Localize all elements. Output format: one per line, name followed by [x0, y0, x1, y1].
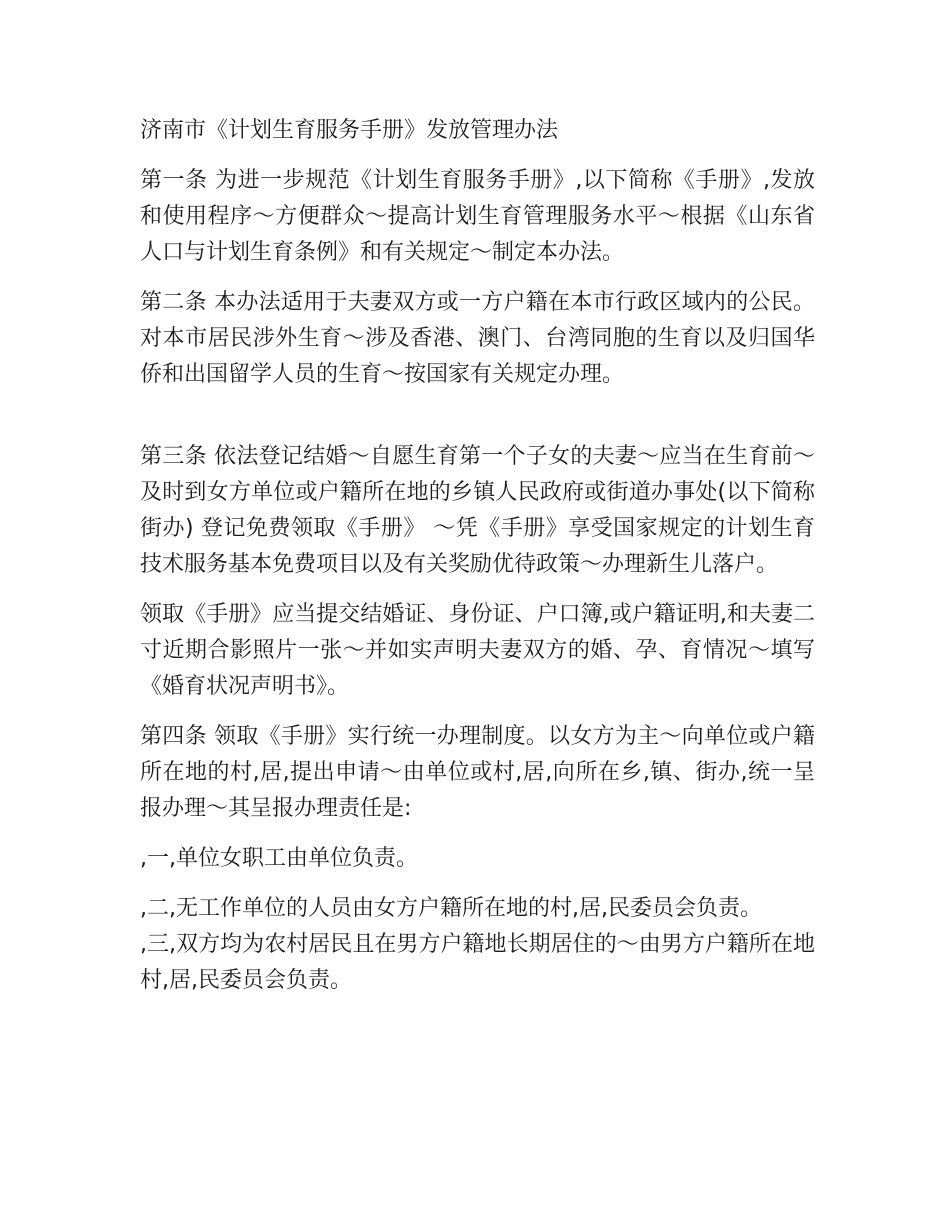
document-page — [140, 113, 815, 1013]
article-2-paragraph: 第二条 本办法适用于夫妻双方或一方户籍在本市行政区域内的公民。对本市居民涉外生育～涉及香港、澳门、台湾同胞的生育以及归国华侨和出国留学人员的生育～按国家有关规定办理。 — [140, 290, 815, 387]
application-materials-paragraph: 领取《手册》应当提交结婚证、身份证、户口簿,或户籍证明,和夫妻二寸近期合影照片一张～并如实声明夫妻双方的婚、孕、育情况～填写《婚育状况声明书》。 — [140, 602, 815, 699]
paragraph-gap — [140, 407, 815, 439]
article-1-paragraph: 第一条 为进一步规范《计划生育服务手册》,以下简称《手册》,发放和使用程序～方便群众～提高计划生育管理服务水平～根据《山东省人口与计划生育条例》和有关规定～制定本办法。 — [140, 168, 815, 265]
article-3-paragraph: 第三条 依法登记结婚～自愿生育第一个子女的夫妻～应当在生育前～及时到女方单位或户籍所在地的乡镇人民政府或街道办事处(以下简称街办) 登记免费领取《手册》 ～凭《手册》享受国家规定的计划生育技术服务基本免费项目以及有关奖励优待政策～办理新生儿落户。 — [140, 444, 815, 577]
article-4-paragraph: 第四条 领取《手册》实行统一办理制度。以女方为主～向单位或户籍所在地的村,居,提出申请～由单位或村,居,向所在乡,镇、街办,统一呈报办理～其呈报办理责任是: — [140, 724, 815, 821]
document-title: 济南市《计划生育服务手册》发放管理办法 — [140, 118, 559, 143]
list-item-1: ,一,单位女职工由单位负责。 — [140, 846, 418, 871]
list-item-2: ,二,无工作单位的人员由女方户籍所在地的村,居,民委员会负责。 — [140, 896, 762, 921]
list-item-3: ,三,双方均为农村居民且在男方户籍地长期居住的～由男方户籍所在地村,居,民委员会负责。 — [140, 932, 815, 993]
